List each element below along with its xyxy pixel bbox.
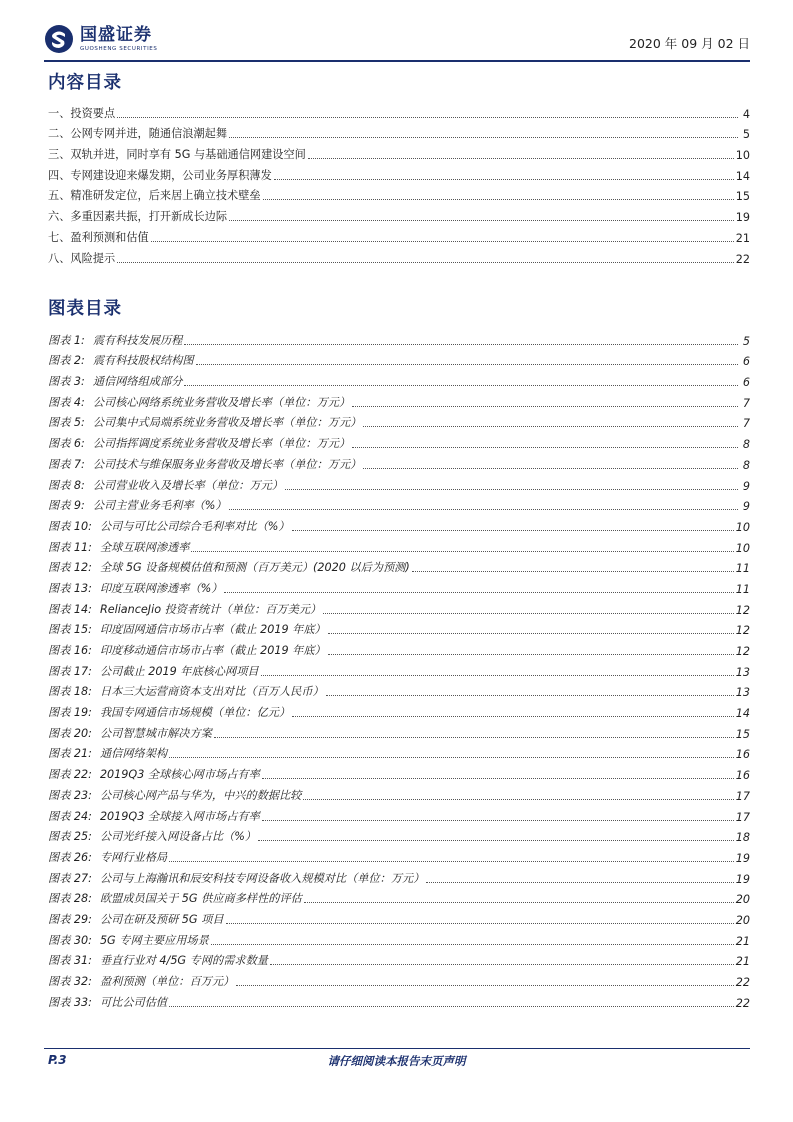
charts-entry[interactable] (48, 761, 750, 782)
charts-list (48, 327, 750, 1010)
company-logo (44, 22, 157, 56)
charts-entry-page: 20 (735, 893, 750, 907)
charts-entry-text: 公司截止 2019 年底核心网项目 (99, 664, 259, 678)
charts-entry[interactable] (48, 534, 750, 555)
charts-entry-text: 我国专网通信市场规模（单位：亿元） (99, 706, 291, 720)
dot-leader (292, 715, 734, 717)
dot-leader (117, 116, 738, 118)
charts-entry-label: 图表 6: (48, 437, 85, 451)
charts-entry-text: 公司核心网产品与华为，中兴的数据比较 (99, 788, 302, 802)
charts-entry-label: 图表 20: (48, 726, 92, 740)
charts-entry-page: 9 (738, 480, 750, 493)
charts-entry-text: 震有科技发展历程 (92, 333, 183, 347)
charts-entry-text: 通信网络组成部分 (92, 375, 183, 389)
charts-entry-page: 13 (735, 686, 750, 700)
charts-entry-label: 图表 7: (48, 457, 85, 471)
charts-entry-label: 图表 19: (48, 706, 92, 720)
charts-entry-text: 全球互联网渗透率 (99, 540, 190, 554)
charts-entry-text: 日本三大运营商资本支出对比（百万人民币） (99, 685, 324, 699)
charts-entry-page: 7 (738, 417, 750, 430)
dot-leader (263, 198, 734, 200)
dot-leader (229, 219, 734, 221)
dot-leader (169, 860, 734, 862)
charts-entry-text: 全球 5G 设备规模估值和预测（百万美元）(2020 以后为预测) (99, 561, 410, 575)
dot-leader (328, 653, 734, 655)
page-number: P.3 (48, 1053, 67, 1067)
charts-entry-page: 16 (735, 748, 750, 762)
charts-entry-text: 震有科技股权结构图 (92, 354, 194, 368)
charts-entry-page: 12 (735, 645, 750, 658)
charts-entry[interactable] (48, 389, 750, 410)
charts-entry-label: 图表 21: (48, 747, 92, 761)
charts-entry[interactable] (48, 348, 750, 369)
charts-entry[interactable] (48, 575, 750, 596)
charts-entry-text: 公司主营业务毛利率（%） (92, 499, 227, 513)
charts-entry-label: 图表 17: (48, 664, 92, 678)
contents-entry-page: 5 (738, 128, 750, 141)
charts-entry-text: 通信网络架构 (99, 747, 168, 761)
page-header (44, 22, 750, 58)
charts-entry-page: 5 (738, 335, 750, 348)
footer-divider (44, 1048, 750, 1049)
charts-entry[interactable] (48, 658, 750, 679)
charts-entry-label: 图表 25: (48, 830, 92, 844)
charts-title: 图表目录 (48, 299, 122, 319)
dot-leader (258, 839, 734, 841)
dot-leader (229, 508, 738, 510)
charts-entry-label: 图表 33: (48, 995, 92, 1009)
dot-leader (270, 963, 734, 965)
charts-entry-label: 图表 28: (48, 892, 92, 906)
charts-entry-text: 垂直行业对 4/5G 专网的需求数量 (99, 954, 268, 968)
charts-entry[interactable] (48, 699, 750, 720)
contents-entry-page: 19 (735, 211, 750, 225)
charts-entry[interactable] (48, 430, 750, 451)
contents-entry[interactable] (48, 141, 750, 162)
charts-entry-page: 11 (735, 582, 750, 596)
charts-entry[interactable] (48, 513, 750, 534)
charts-entry-page: 18 (735, 831, 750, 845)
charts-entry-page: 12 (735, 624, 750, 638)
charts-entry-label: 图表 16: (48, 644, 92, 657)
charts-entry[interactable] (48, 617, 750, 638)
contents-title: 内容目录 (48, 73, 122, 93)
contents-entry[interactable] (48, 162, 750, 183)
charts-entry-label: 图表 13: (48, 581, 92, 595)
charts-entry-label: 图表 9: (48, 499, 85, 513)
charts-entry-page: 7 (738, 397, 750, 410)
charts-entry[interactable] (48, 596, 750, 617)
charts-entry-label: 图表 18: (48, 685, 92, 699)
dot-leader (211, 943, 734, 945)
dot-leader (191, 550, 733, 552)
charts-entry-label: 图表 10: (48, 519, 92, 533)
dot-leader (274, 178, 734, 180)
charts-entry-label: 图表 29: (48, 912, 92, 926)
charts-entry[interactable] (48, 555, 750, 576)
charts-entry-page: 22 (735, 976, 750, 989)
charts-entry-page: 15 (735, 727, 750, 741)
charts-entry-page: 10 (735, 541, 750, 555)
charts-entry-page: 20 (735, 913, 750, 927)
dot-leader (285, 488, 738, 490)
charts-entry-label: 图表 4: (48, 395, 85, 409)
charts-entry-text: 2019Q3 全球接入网市场占有率 (99, 809, 260, 823)
charts-entry-label: 图表 14: (48, 602, 92, 616)
contents-entry[interactable] (48, 224, 750, 245)
logo-name-en: GUOSHENG SECURITIES (80, 45, 158, 52)
charts-entry[interactable] (48, 410, 750, 431)
dot-leader (328, 632, 734, 634)
charts-entry-page: 12 (735, 603, 750, 617)
contents-entry-page: 21 (735, 231, 750, 245)
dot-leader (151, 240, 734, 242)
dot-leader (214, 736, 734, 738)
dot-leader (236, 984, 734, 986)
charts-entry-text: 公司在研及预研 5G 项目 (99, 912, 224, 926)
charts-entry-text: 印度固网通信市场市占率（截止 2019 年底） (99, 623, 326, 637)
footer-disclaimer: 请仔细阅读本报告末页声明 (327, 1054, 466, 1068)
charts-entry-label: 图表 3: (48, 375, 85, 389)
contents-entry-text: 一、投资要点 (48, 106, 116, 120)
charts-entry[interactable] (48, 968, 750, 989)
dot-leader (412, 570, 734, 572)
charts-entry[interactable] (48, 493, 750, 514)
charts-entry-label: 图表 30: (48, 933, 92, 947)
charts-entry-page: 6 (738, 355, 750, 368)
logo-icon (44, 24, 74, 54)
charts-entry[interactable] (48, 824, 750, 845)
charts-entry-label: 图表 11: (48, 540, 92, 554)
charts-entry[interactable] (48, 720, 750, 741)
charts-entry-label: 图表 1: (48, 333, 85, 347)
charts-entry[interactable] (48, 989, 750, 1010)
charts-entry[interactable] (48, 472, 750, 493)
charts-entry-label: 图表 22: (48, 768, 92, 782)
charts-entry-label: 图表 32: (48, 975, 92, 988)
charts-entry-text: RelianceJio 投资者统计（单位：百万美元） (99, 602, 322, 616)
contents-entry-text: 二、公网专网并进，随通信浪潮起舞 (48, 127, 228, 141)
charts-entry-label: 图表 27: (48, 871, 92, 885)
dot-leader (363, 425, 738, 427)
charts-entry-page: 13 (735, 665, 750, 679)
charts-entry[interactable] (48, 782, 750, 803)
charts-entry[interactable] (48, 865, 750, 886)
charts-entry-text: 公司智慧城市解决方案 (99, 726, 212, 740)
charts-entry-page: 11 (735, 562, 750, 576)
dot-leader (262, 819, 734, 821)
contents-entry[interactable] (48, 100, 750, 121)
dot-leader (308, 157, 734, 159)
contents-entry[interactable] (48, 183, 750, 204)
dot-leader (426, 881, 733, 883)
charts-entry-text: 公司营业收入及增长率（单位：万元） (92, 478, 284, 492)
contents-entry[interactable] (48, 121, 750, 142)
charts-entry-text: 公司指挥调度系统业务营收及增长率（单位：万元） (92, 437, 351, 451)
charts-entry-page: 17 (735, 810, 750, 824)
contents-entry-text: 五、精准研发定位，后来居上确立技术壁垒 (48, 189, 261, 203)
contents-entry-page: 4 (738, 108, 750, 121)
contents-entry[interactable] (48, 245, 750, 266)
contents-entry-text: 八、风险提示 (48, 251, 116, 265)
charts-entry-page: 8 (738, 459, 750, 472)
charts-entry-text: 公司技术与维保服务业务营收及增长率（单位：万元） (92, 457, 362, 471)
logo-name-cn: 国盛证券 (80, 24, 152, 45)
charts-entry-label: 图表 26: (48, 850, 92, 864)
charts-entry-page: 14 (735, 707, 750, 721)
charts-entry[interactable] (48, 948, 750, 969)
dot-leader (326, 694, 734, 696)
charts-entry-text: 公司核心网络系统业务营收及增长率（单位：万元） (92, 395, 351, 409)
report-date: 2020 年 09 月 02 日 (629, 36, 750, 51)
charts-entry[interactable] (48, 327, 750, 348)
charts-entry-text: 公司集中式局端系统业务营收及增长率（单位：万元） (92, 416, 362, 430)
charts-entry-page: 19 (735, 851, 750, 865)
dot-leader (196, 363, 738, 365)
charts-entry[interactable] (48, 637, 750, 658)
dot-leader (169, 1005, 734, 1007)
charts-entry-page: 19 (735, 872, 750, 886)
charts-entry-page: 9 (738, 500, 750, 513)
charts-entry-page: 8 (738, 438, 750, 451)
charts-entry-label: 图表 12: (48, 561, 92, 575)
dot-leader (352, 446, 738, 448)
dot-leader (363, 467, 738, 469)
charts-entry-page: 10 (735, 520, 750, 534)
dot-leader (352, 405, 738, 407)
charts-entry-page: 21 (735, 955, 750, 969)
contents-entry-text: 六、多重因素共振，打开新成长边际 (48, 210, 228, 224)
dot-leader (117, 261, 734, 263)
dot-leader (184, 384, 738, 386)
charts-entry[interactable] (48, 927, 750, 948)
charts-entry-text: 盈利预测（单位：百万元） (99, 975, 235, 988)
contents-entry-page: 14 (735, 169, 750, 183)
dot-leader (261, 674, 734, 676)
charts-entry-label: 图表 23: (48, 788, 92, 802)
dot-leader (229, 136, 738, 138)
charts-entry-page: 6 (738, 376, 750, 389)
charts-entry[interactable] (48, 844, 750, 865)
charts-entry-page: 21 (735, 934, 750, 948)
dot-leader (292, 529, 734, 531)
charts-entry-label: 图表 5: (48, 416, 85, 430)
charts-entry-text: 欧盟成员国关于 5G 供应商多样性的评估 (99, 892, 302, 906)
dot-leader (184, 343, 738, 345)
charts-entry-text: 印度互联网渗透率（%） (99, 581, 223, 595)
charts-entry[interactable] (48, 368, 750, 389)
charts-entry[interactable] (48, 741, 750, 762)
contents-entry[interactable] (48, 203, 750, 224)
charts-entry-text: 2019Q3 全球核心网市场占有率 (99, 768, 260, 782)
charts-entry-text: 公司与可比公司综合毛利率对比（%） (99, 519, 290, 533)
contents-entry-page: 22 (735, 252, 750, 266)
charts-entry[interactable] (48, 451, 750, 472)
charts-entry-label: 图表 2: (48, 354, 85, 368)
charts-entry-text: 公司光纤接入网设备占比（%） (99, 830, 257, 844)
dot-leader (262, 777, 734, 779)
contents-entry-text: 三、双轨并进，同时享有 5G 与基础通信网建设空间 (48, 148, 306, 162)
charts-entry[interactable] (48, 803, 750, 824)
contents-entry-page: 10 (735, 149, 750, 163)
charts-entry-label: 图表 24: (48, 809, 92, 823)
charts-entry[interactable] (48, 886, 750, 907)
charts-entry-label: 图表 15: (48, 623, 92, 637)
dot-leader (226, 922, 734, 924)
charts-entry-text: 5G 专网主要应用场景 (99, 933, 209, 947)
charts-entry-text: 公司与上海瀚讯和辰安科技专网设备收入规模对比（单位：万元） (99, 871, 425, 885)
charts-entry[interactable] (48, 906, 750, 927)
charts-entry-page: 16 (735, 769, 750, 783)
charts-entry-text: 可比公司估值 (99, 995, 168, 1009)
charts-entry-label: 图表 8: (48, 478, 85, 492)
charts-entry-page: 22 (735, 996, 750, 1010)
charts-entry-text: 印度移动通信市场市占率（截止 2019 年底） (99, 644, 326, 657)
charts-entry-text: 专网行业格局 (99, 850, 168, 864)
contents-list (48, 100, 750, 266)
contents-entry-text: 四、专网建设迎来爆发期，公司业务厚积薄发 (48, 168, 272, 182)
charts-entry-page: 17 (735, 789, 750, 803)
dot-leader (224, 591, 733, 593)
dot-leader (169, 756, 734, 758)
dot-leader (304, 901, 734, 903)
contents-entry-text: 七、盈利预测和估值 (48, 230, 149, 244)
charts-entry[interactable] (48, 679, 750, 700)
dot-leader (303, 798, 733, 800)
dot-leader (323, 612, 734, 614)
header-divider (44, 60, 750, 62)
charts-entry-label: 图表 31: (48, 954, 92, 968)
contents-entry-page: 15 (735, 190, 750, 204)
